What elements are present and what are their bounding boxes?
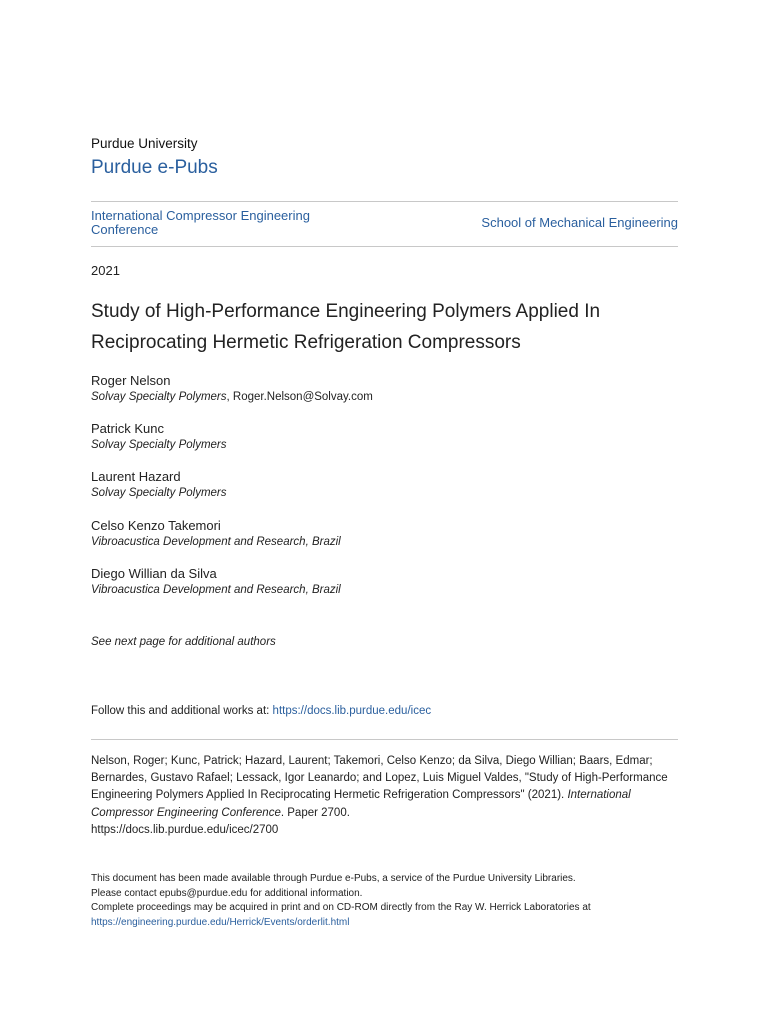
author-name: Laurent Hazard — [91, 469, 181, 484]
affiliation-text: Solvay Specialty Polymers — [91, 391, 227, 403]
orderlit-link[interactable]: https://engineering.purdue.edu/Herrick/Events/orderlit.html — [91, 916, 350, 928]
author-entry — [91, 566, 678, 599]
citation-url: https://docs.lib.purdue.edu/icec/2700 — [91, 823, 279, 836]
footer-line-1: This document has been made available through Purdue e-Pubs, a service of the Purdue University Libraries. — [91, 873, 576, 884]
conference-link[interactable]: International Compressor Engineering Conference — [91, 208, 310, 237]
author-name: Roger Nelson — [91, 373, 171, 388]
affiliation-text: Vibroacustica Development and Research, Brazil — [91, 584, 341, 596]
author-name: Patrick Kunc — [91, 421, 164, 436]
author-entry — [91, 469, 678, 502]
footer-line-3: Complete proceedings may be acquired in print and on CD-ROM directly from the Ray W. Herrick Laboratories at — [91, 902, 591, 914]
author-affiliation — [91, 534, 678, 551]
author-affiliation — [91, 485, 678, 502]
author-name: Celso Kenzo Takemori — [91, 518, 221, 533]
citation-block — [91, 753, 681, 839]
affiliation-text: Solvay Specialty Polymers — [91, 487, 227, 499]
icec-link[interactable]: https://docs.lib.purdue.edu/icec — [272, 705, 432, 717]
author-entry — [91, 373, 678, 406]
paper-title: Study of High-Performance Engineering Polymers Applied In Reciprocating Hermetic Refrigeration Compressors — [91, 301, 601, 353]
header-divider-top — [91, 201, 678, 202]
affiliation-text: Vibroacustica Development and Research, Brazil — [91, 536, 341, 548]
citation-divider — [91, 739, 678, 740]
footer-block — [91, 872, 678, 930]
author-affiliation — [91, 437, 678, 454]
citation-authors: Nelson, Roger; Kunc, Patrick; Hazard, Laurent; Takemori, Celso Kenzo; da Silva, Diego Willian; Baars, Edmar; Bernardes, Gustavo Rafael; Lessack, Igor Leanardo; and Lopez, Luis Miguel Valdes, "Study of High-Performance Engineering Polymers Applied In Reciprocating Hermetic Refrigeration Compressors" (2021). — [91, 755, 668, 802]
citation-conference: International Compressor Engineering Conference — [91, 789, 631, 819]
follow-text: Follow this and additional works at: — [91, 705, 273, 717]
author-name: Diego Willian da Silva — [91, 566, 217, 581]
additional-authors-note: See next page for additional authors — [91, 636, 276, 648]
author-affiliation — [91, 389, 678, 406]
header-divider-bottom — [91, 246, 678, 247]
follow-line — [91, 705, 431, 717]
author-entry — [91, 518, 678, 551]
author-entry — [91, 421, 678, 454]
university-name: Purdue University — [91, 136, 198, 151]
school-link[interactable]: School of Mechanical Engineering — [481, 215, 678, 230]
author-affiliation — [91, 582, 678, 599]
affiliation-text: Solvay Specialty Polymers — [91, 439, 227, 451]
citation-paper: . Paper 2700. — [280, 806, 350, 819]
author-email: , Roger.Nelson@Solvay.com — [226, 391, 373, 403]
footer-line-2: Please contact epubs@purdue.edu for additional information. — [91, 887, 363, 899]
publication-year: 2021 — [91, 263, 120, 278]
epubs-link[interactable]: Purdue e-Pubs — [91, 157, 218, 178]
